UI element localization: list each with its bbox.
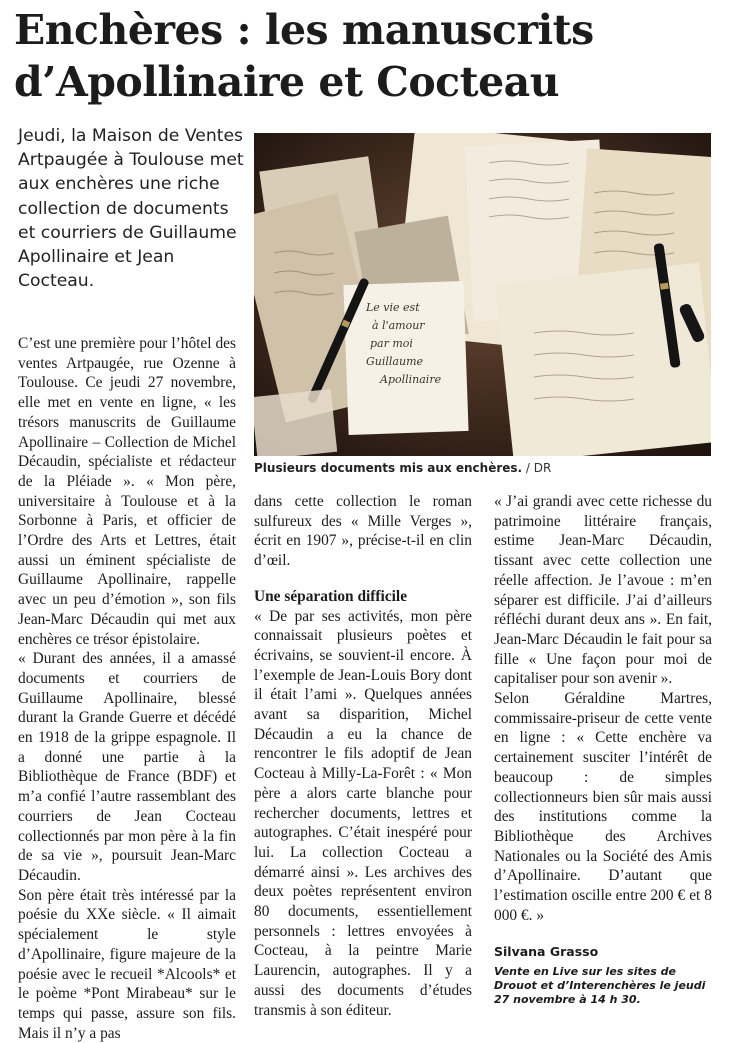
manuscripts-image — [254, 133, 711, 456]
author-byline: Silvana Grasso — [494, 944, 599, 960]
headline: Enchères : les manuscrits d’Apollinaire et Cocteau — [14, 6, 594, 106]
photo-caption — [254, 460, 714, 476]
article-column-1 — [18, 334, 236, 1043]
body-paragraph: C’est une première pour l’hôtel des ventes Artpaugée, rue Ozenne à Toulouse. Ce jeudi 27 novembre, elle met en vente en ligne, « les trésors manuscrits de Guillaume Apollinaire – Collection de Michel Décaudin, spécialiste et rédacteur de la Pléiade ». « Mon père, universitaire à Toulouse et à la Sorbonne à Paris, et officier de l’Ordre des Arts et Lettres, était aussi un éminent spécialiste de Guillaume Apollinaire, rappelle avec un peu d’émotion », son fils Jean-Marc Décaudin qui met aux enchères ce trésor épistolaire. — [18, 335, 236, 648]
handwriting-line: à l'amour — [372, 319, 425, 332]
body-paragraph: « J’ai grandi avec cette richesse du patrimoine littéraire français, estime Jean-Marc Décaudin, tissant avec cette collection une réelle affection. Je l’avoue : m’en séparer est difficile. J’ai d’ailleurs réfléchi durant deux ans ». En fait, Jean-Marc Décaudin le fait pour sa fille « Une façon pour moi de capitaliser pour son avenir ». — [494, 493, 712, 688]
body-paragraph: « Durant des années, il a amassé documents et courriers de Guillaume Apollinaire, blessé durant la Grande Guerre et décédé en 1918 de la grippe espagnole. Il a donné une partie à la Bibliothèque de France (BDF) et m’a confié l’autre rassemblant des courriers de Jean Cocteau collectionnés par mon père à la fin de sa vie », poursuit Jean-Marc Décaudin. — [18, 650, 236, 884]
article-photo — [254, 133, 711, 456]
handwriting-line: par moi — [370, 337, 413, 350]
body-paragraph: Selon Géraldine Martres, commissaire-priseur de cette vente en ligne : « Cette enchère va certainement susciter l’intérêt de beaucoup : de simples collectionneurs bien sûr mais aussi des institutions comme la Bibliothèque des Archives Nationales ou la Société des Amis d’Apollinaire. D’autant que l’estimation oscille entre 200 € et 8 000 €. » — [494, 690, 712, 924]
handwriting-line: Apollinaire — [380, 373, 442, 386]
caption-text: Plusieurs documents mis aux enchères. — [254, 461, 523, 475]
article-column-2 — [254, 492, 472, 1020]
lead-paragraph: Jeudi, la Maison de Ventes Artpaugée à Toulouse met aux enchères une riche collection de documents et courriers de Guillaume Apollinaire et Jean Cocteau. — [18, 126, 244, 292]
handwriting-line: Le vie est — [366, 301, 420, 314]
sale-note: Vente en Live sur les sites de Drouot et d’Interenchères le jeudi 27 novembre à 14 h 30. — [494, 965, 706, 1007]
body-paragraph: Son père était très intéressé par la poésie du XXe siècle. « Il aimait spécialement le style d’Apollinaire, figure majeure de la poésie avec le recueil *Alcools* et le poème *Pont Mirabeau* sur le temps qui passe, assure son fils. Mais il n’y a pas — [18, 886, 236, 1042]
photo-credit: / DR — [522, 461, 552, 475]
handwriting-line: Guillaume — [366, 355, 424, 368]
article-column-3 — [494, 492, 712, 1007]
body-paragraph: dans cette collection le roman sulfureux des « Mille Verges », écrit en 1907 », précise-t-il en clin d’œil. — [254, 493, 472, 570]
body-paragraph: « De par ses activités, mon père connaissait plusieurs poètes et écrivains, se souvient-il encore. À l’exemple de Jean-Louis Bory dont il était l’ami ». Quelques années avant sa disparition, Michel Décaudin a eu la chance de rencontrer le fils adoptif de Jean Cocteau à Milly-La-Forêt : « Mon père a alors carte blanche pour rechercher documents, lettres et autographes. C’était inespéré pour lui. La collection Cocteau a démarré ainsi ». Les archives des deux poètes représentent environ 80 documents, essentiellement personnels : lettres envoyées à Cocteau, à la peintre Marie Laurencin, autographes. Il y a aussi des documents d’études transmis à son éditeur. — [254, 607, 472, 1019]
section-subheading: Une séparation difficile — [254, 587, 408, 605]
